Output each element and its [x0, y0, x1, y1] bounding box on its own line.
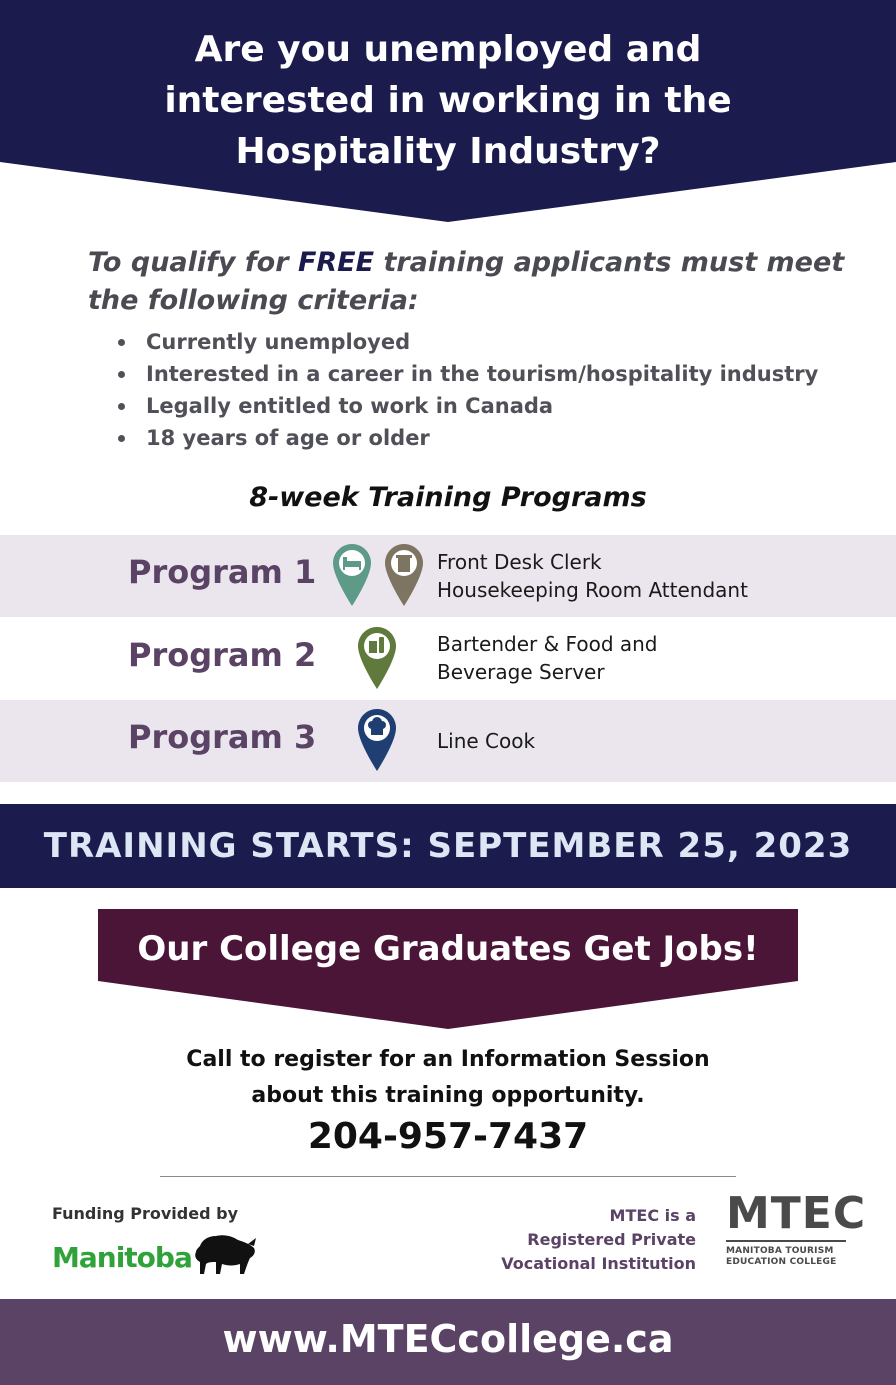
- program-name: Program 3: [128, 718, 317, 756]
- program-description: Line Cook: [437, 729, 536, 753]
- website-bar: [0, 1299, 896, 1385]
- training-starts-text: TRAINING STARTS: SEPTEMBER 25, 2023: [43, 826, 853, 866]
- training-starts-bar: [0, 804, 896, 888]
- graduates-text: Our College Graduates Get Jobs!: [137, 929, 759, 969]
- phone-number[interactable]: 204-957-7437: [307, 1116, 589, 1157]
- funding-label: Funding Provided by: [52, 1204, 238, 1223]
- program-row-3: [0, 700, 896, 782]
- call-to-register: Call to register for an Information Session about this training opportunity.: [186, 1047, 710, 1108]
- divider: [160, 1176, 736, 1177]
- website-link[interactable]: www.MTECcollege.ca: [222, 1317, 674, 1361]
- program-description: Front Desk Clerk Housekeeping Room Attendant: [437, 550, 748, 602]
- qualify-statement: To qualify for FREE training applicants must meet the following criteria:: [88, 247, 845, 316]
- headline: Are you unemployed and interested in working in the Hospitality Industry?: [164, 29, 732, 172]
- program-name: Program 1: [128, 553, 317, 591]
- bed-icon: [333, 544, 371, 606]
- criteria-item: Currently unemployed: [118, 326, 818, 358]
- program-row-2: [0, 618, 896, 700]
- chef-hat-icon: [358, 709, 396, 771]
- bison-icon: [194, 1232, 260, 1276]
- program-row-1: [0, 535, 896, 617]
- program-description: Bartender & Food and Beverage Server: [437, 632, 658, 684]
- mtec-logo: MTEC MANITOBA TOURISM EDUCATION COLLEGE: [726, 1188, 867, 1267]
- manitoba-logo: Manitoba: [52, 1241, 192, 1274]
- header-banner: [0, 0, 896, 222]
- free-highlight: FREE: [297, 247, 375, 278]
- criteria-item: 18 years of age or older: [118, 422, 818, 454]
- towel-icon: [385, 544, 423, 606]
- criteria-item: Legally entitled to work in Canada: [118, 390, 818, 422]
- programs-title: 8-week Training Programs: [249, 482, 647, 513]
- program-name: Program 2: [128, 636, 317, 674]
- criteria-item: Interested in a career in the tourism/hospitality industry: [118, 358, 818, 390]
- drinks-icon: [358, 627, 396, 689]
- criteria-list: [118, 326, 818, 454]
- graduates-banner: [98, 909, 798, 1029]
- mtec-registration-note: MTEC is a Registered Private Vocational Institution: [501, 1206, 696, 1273]
